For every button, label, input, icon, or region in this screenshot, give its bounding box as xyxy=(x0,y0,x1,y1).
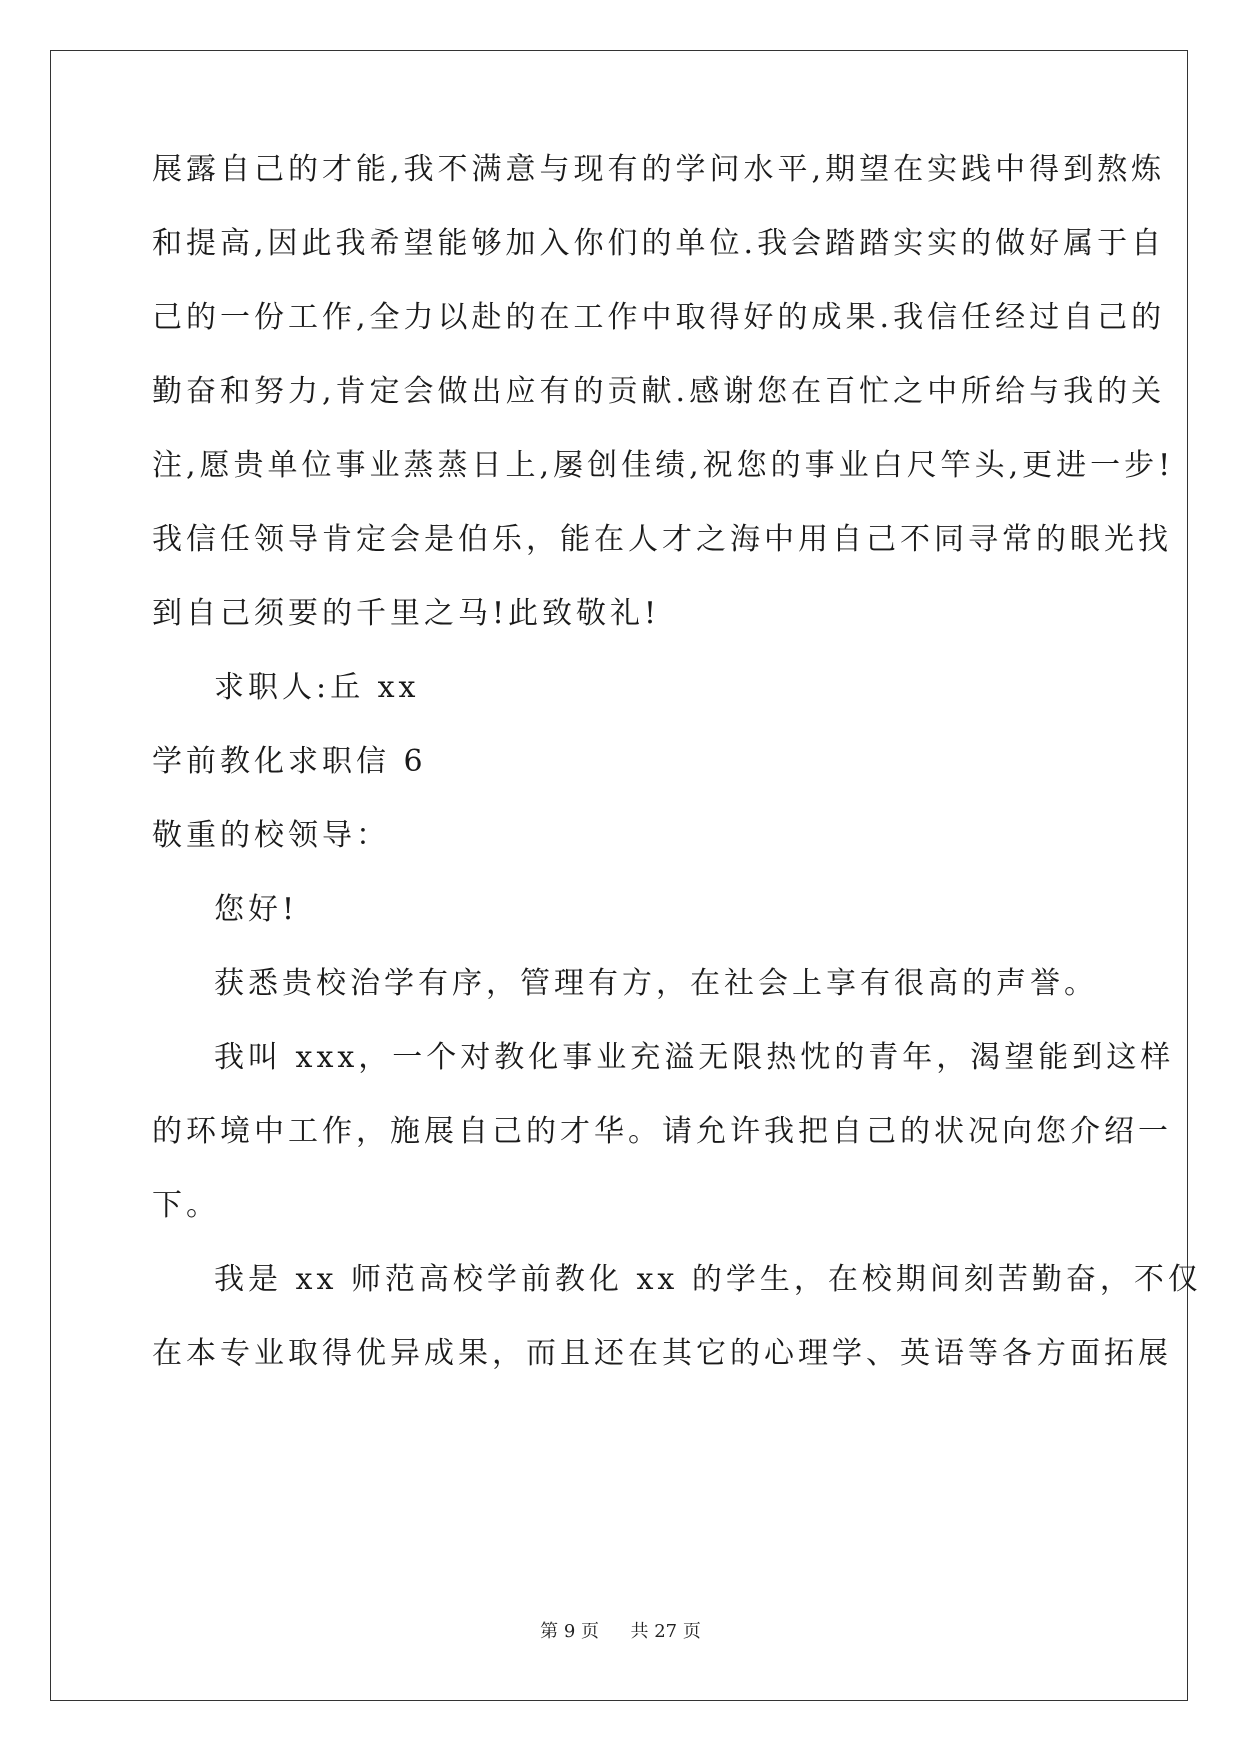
body-line-3: 己的一份工作,全力以赴的在工作中取得好的成果.我信任经过自己的 xyxy=(152,300,1166,335)
body-line-5: 注,愿贵单位事业蒸蒸日上,屡创佳绩,祝您的事业白尺竿头,更进一步! xyxy=(152,448,1175,483)
body-line-1: 展露自己的才能,我不满意与现有的学问水平,期望在实践中得到熬炼 xyxy=(152,152,1166,187)
section-heading: 学前教化求职信 6 xyxy=(152,744,427,779)
body-line-15: 下。 xyxy=(152,1188,220,1223)
body-line-6: 我信任领导肯定会是伯乐，能在人才之海中用自己不同寻常的眼光找 xyxy=(152,522,1172,557)
body-line-7: 到自己须要的千里之马!此致敬礼! xyxy=(152,596,661,631)
body-line-4: 勤奋和努力,肯定会做出应有的贡献.感谢您在百忙之中所给与我的关 xyxy=(152,374,1166,409)
body-line-14: 的环境中工作，施展自己的才华。请允许我把自己的状况向您介绍一 xyxy=(152,1114,1172,1149)
body-line-16: 我是 xx 师范高校学前教化 xx 的学生，在校期间刻苦勤奋，不仅 xyxy=(214,1262,1202,1297)
body-line-12: 获悉贵校治学有序，管理有方，在社会上享有很高的声誉。 xyxy=(214,966,1098,1001)
body-line-13: 我叫 xxx，一个对教化事业充溢无限热忱的青年，渴望能到这样 xyxy=(214,1040,1175,1075)
page-number: 第 9 页 xyxy=(540,1621,600,1642)
salutation: 敬重的校领导： xyxy=(152,818,390,853)
page-footer xyxy=(0,1620,1241,1644)
greeting: 您好! xyxy=(214,892,299,927)
page-total: 共 27 页 xyxy=(630,1621,701,1642)
body-line-17: 在本专业取得优异成果，而且还在其它的心理学、英语等各方面拓展 xyxy=(152,1336,1172,1371)
applicant-signature: 求职人:丘 xx xyxy=(214,670,420,705)
body-line-2: 和提高,因此我希望能够加入你们的单位.我会踏踏实实的做好属于自 xyxy=(152,226,1166,261)
